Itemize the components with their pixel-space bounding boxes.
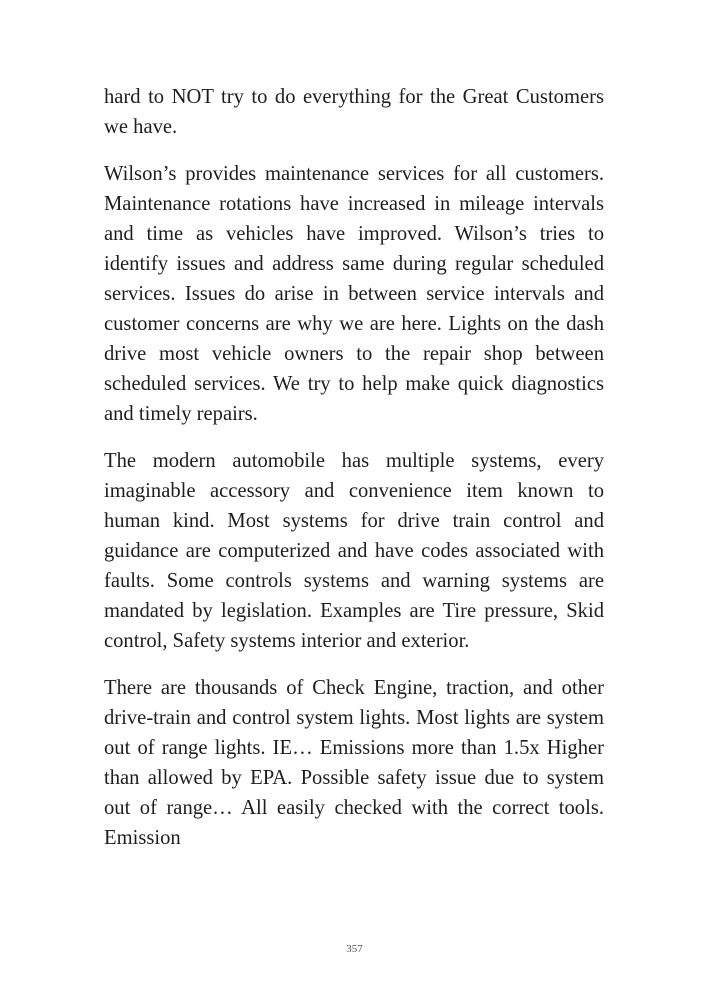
paragraph-modern-automobile: The modern automobile has multiple systems, every imaginable accessory and convenience item known to human kind. Most systems for drive train control and guidance are computerized and have codes associated with faults. Some controls systems and warning systems are mandated by legislation. Examples are Tire pressure, Skid control, Safety systems interior and exterior.	[104, 450, 604, 652]
paragraph-continuation: hard to NOT try to do everything for the Great Customers we have.	[104, 86, 604, 138]
page-body	[104, 82, 604, 870]
paragraph-warning-lights: There are thousands of Check Engine, traction, and other drive-train and control system lights. Most lights are system out of range lights. IE… Emissions more than 1.5x Higher than allowed by EPA. Possible safety issue due to system out of range… All easily checked with the correct tools. Emission	[104, 677, 604, 849]
page-number: 357	[346, 943, 363, 955]
paragraph-maintenance: Wilson’s provides maintenance services for all customers. Maintenance rotations have increased in mileage intervals and time as vehicles have improved. Wilson’s tries to identify issues and address same during regular scheduled services. Issues do arise in between service intervals and customer concerns are why we are here. Lights on the dash drive most vehicle owners to the repair shop between scheduled services. We try to help make quick diagnostics and timely repairs.	[104, 163, 604, 425]
